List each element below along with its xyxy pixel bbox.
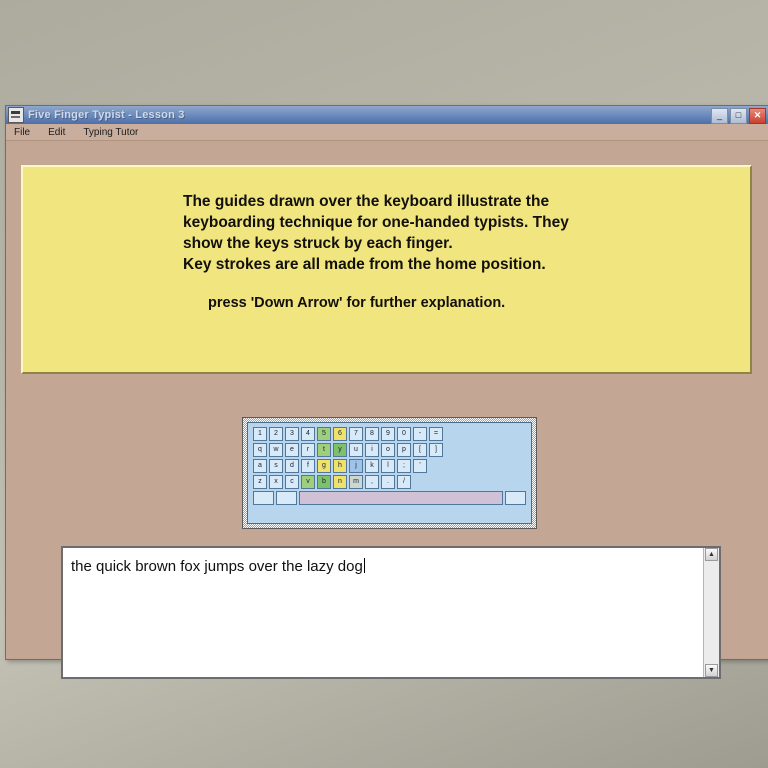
vertical-scrollbar[interactable] — [703, 548, 719, 677]
instruction-line-2: keyboarding technique for one-handed typists. They — [183, 214, 569, 231]
key-e[interactable]: e — [285, 443, 299, 457]
key-s[interactable]: s — [269, 459, 283, 473]
title-bar[interactable] — [6, 106, 768, 124]
typed-text-value: the quick brown fox jumps over the lazy dog — [71, 558, 363, 575]
key-;[interactable]: ; — [397, 459, 411, 473]
key-k[interactable]: k — [365, 459, 379, 473]
menu-item-file[interactable]: File — [14, 126, 31, 138]
key-d[interactable]: d — [285, 459, 299, 473]
scroll-up-icon[interactable]: ▲ — [705, 548, 718, 561]
key-h[interactable]: h — [333, 459, 347, 473]
maximize-button[interactable]: □ — [730, 108, 747, 124]
key-'[interactable]: ' — [413, 459, 427, 473]
menu-item-edit[interactable]: Edit — [48, 126, 66, 138]
key-z[interactable]: z — [253, 475, 267, 489]
keyboard-row — [253, 459, 526, 473]
instruction-prompt: press 'Down Arrow' for further explanation. — [208, 295, 506, 311]
minimize-button[interactable]: _ — [711, 108, 728, 124]
key-blank[interactable] — [276, 491, 297, 505]
key-y[interactable]: y — [333, 443, 347, 457]
client-area — [6, 141, 768, 674]
key-9[interactable]: 9 — [381, 427, 395, 441]
key-3[interactable]: 3 — [285, 427, 299, 441]
key-6[interactable]: 6 — [333, 427, 347, 441]
key-7[interactable]: 7 — [349, 427, 363, 441]
key-i[interactable]: i — [365, 443, 379, 457]
key-5[interactable]: 5 — [317, 427, 331, 441]
key-p[interactable]: p — [397, 443, 411, 457]
instruction-line-3: show the keys struck by each finger. — [183, 235, 453, 252]
key-j[interactable]: j — [349, 459, 363, 473]
scroll-down-icon[interactable]: ▼ — [705, 664, 718, 677]
key-[[interactable]: [ — [413, 443, 427, 457]
application-window — [5, 105, 768, 674]
key-o[interactable]: o — [381, 443, 395, 457]
typed-text[interactable] — [63, 548, 703, 677]
key-n[interactable]: n — [333, 475, 347, 489]
key-a[interactable]: a — [253, 459, 267, 473]
instruction-line-1: The guides drawn over the keyboard illustrate the — [183, 193, 550, 210]
keyboard-icon — [8, 107, 24, 123]
key-,[interactable]: , — [365, 475, 379, 489]
keyboard-row — [253, 491, 526, 505]
keyboard-row — [253, 427, 526, 441]
key-c[interactable]: c — [285, 475, 299, 489]
key-v[interactable]: v — [301, 475, 315, 489]
key-r[interactable]: r — [301, 443, 315, 457]
key-blank[interactable] — [505, 491, 526, 505]
text-cursor — [364, 558, 365, 573]
keyboard-diagram-frame — [242, 417, 537, 529]
key-w[interactable]: w — [269, 443, 283, 457]
menu-item-typing-tutor[interactable]: Typing Tutor — [83, 126, 139, 138]
key-m[interactable]: m — [349, 475, 363, 489]
window-title: Five Finger Typist - Lesson 3 — [28, 109, 185, 121]
key-t[interactable]: t — [317, 443, 331, 457]
key-.[interactable]: . — [381, 475, 395, 489]
keyboard-diagram[interactable] — [247, 422, 532, 524]
close-button[interactable]: ✕ — [749, 108, 766, 124]
key-l[interactable]: l — [381, 459, 395, 473]
key-b[interactable]: b — [317, 475, 331, 489]
key-/[interactable]: / — [397, 475, 411, 489]
keyboard-row — [253, 475, 526, 489]
instruction-line-4: Key strokes are all made from the home position. — [183, 256, 546, 273]
key-0[interactable]: 0 — [397, 427, 411, 441]
keyboard-row — [253, 443, 526, 457]
key-4[interactable]: 4 — [301, 427, 315, 441]
key-blank[interactable] — [299, 491, 503, 505]
instruction-text — [183, 191, 750, 275]
typing-input-area[interactable] — [61, 546, 721, 679]
key-g[interactable]: g — [317, 459, 331, 473]
key-8[interactable]: 8 — [365, 427, 379, 441]
key-][interactable]: ] — [429, 443, 443, 457]
key-q[interactable]: q — [253, 443, 267, 457]
instruction-panel — [21, 165, 752, 374]
menu-bar — [6, 124, 768, 141]
key-blank[interactable] — [253, 491, 274, 505]
window-controls — [711, 108, 766, 124]
key-u[interactable]: u — [349, 443, 363, 457]
key-f[interactable]: f — [301, 459, 315, 473]
key-=[interactable]: = — [429, 427, 443, 441]
key-2[interactable]: 2 — [269, 427, 283, 441]
key--[interactable]: - — [413, 427, 427, 441]
key-1[interactable]: 1 — [253, 427, 267, 441]
key-x[interactable]: x — [269, 475, 283, 489]
